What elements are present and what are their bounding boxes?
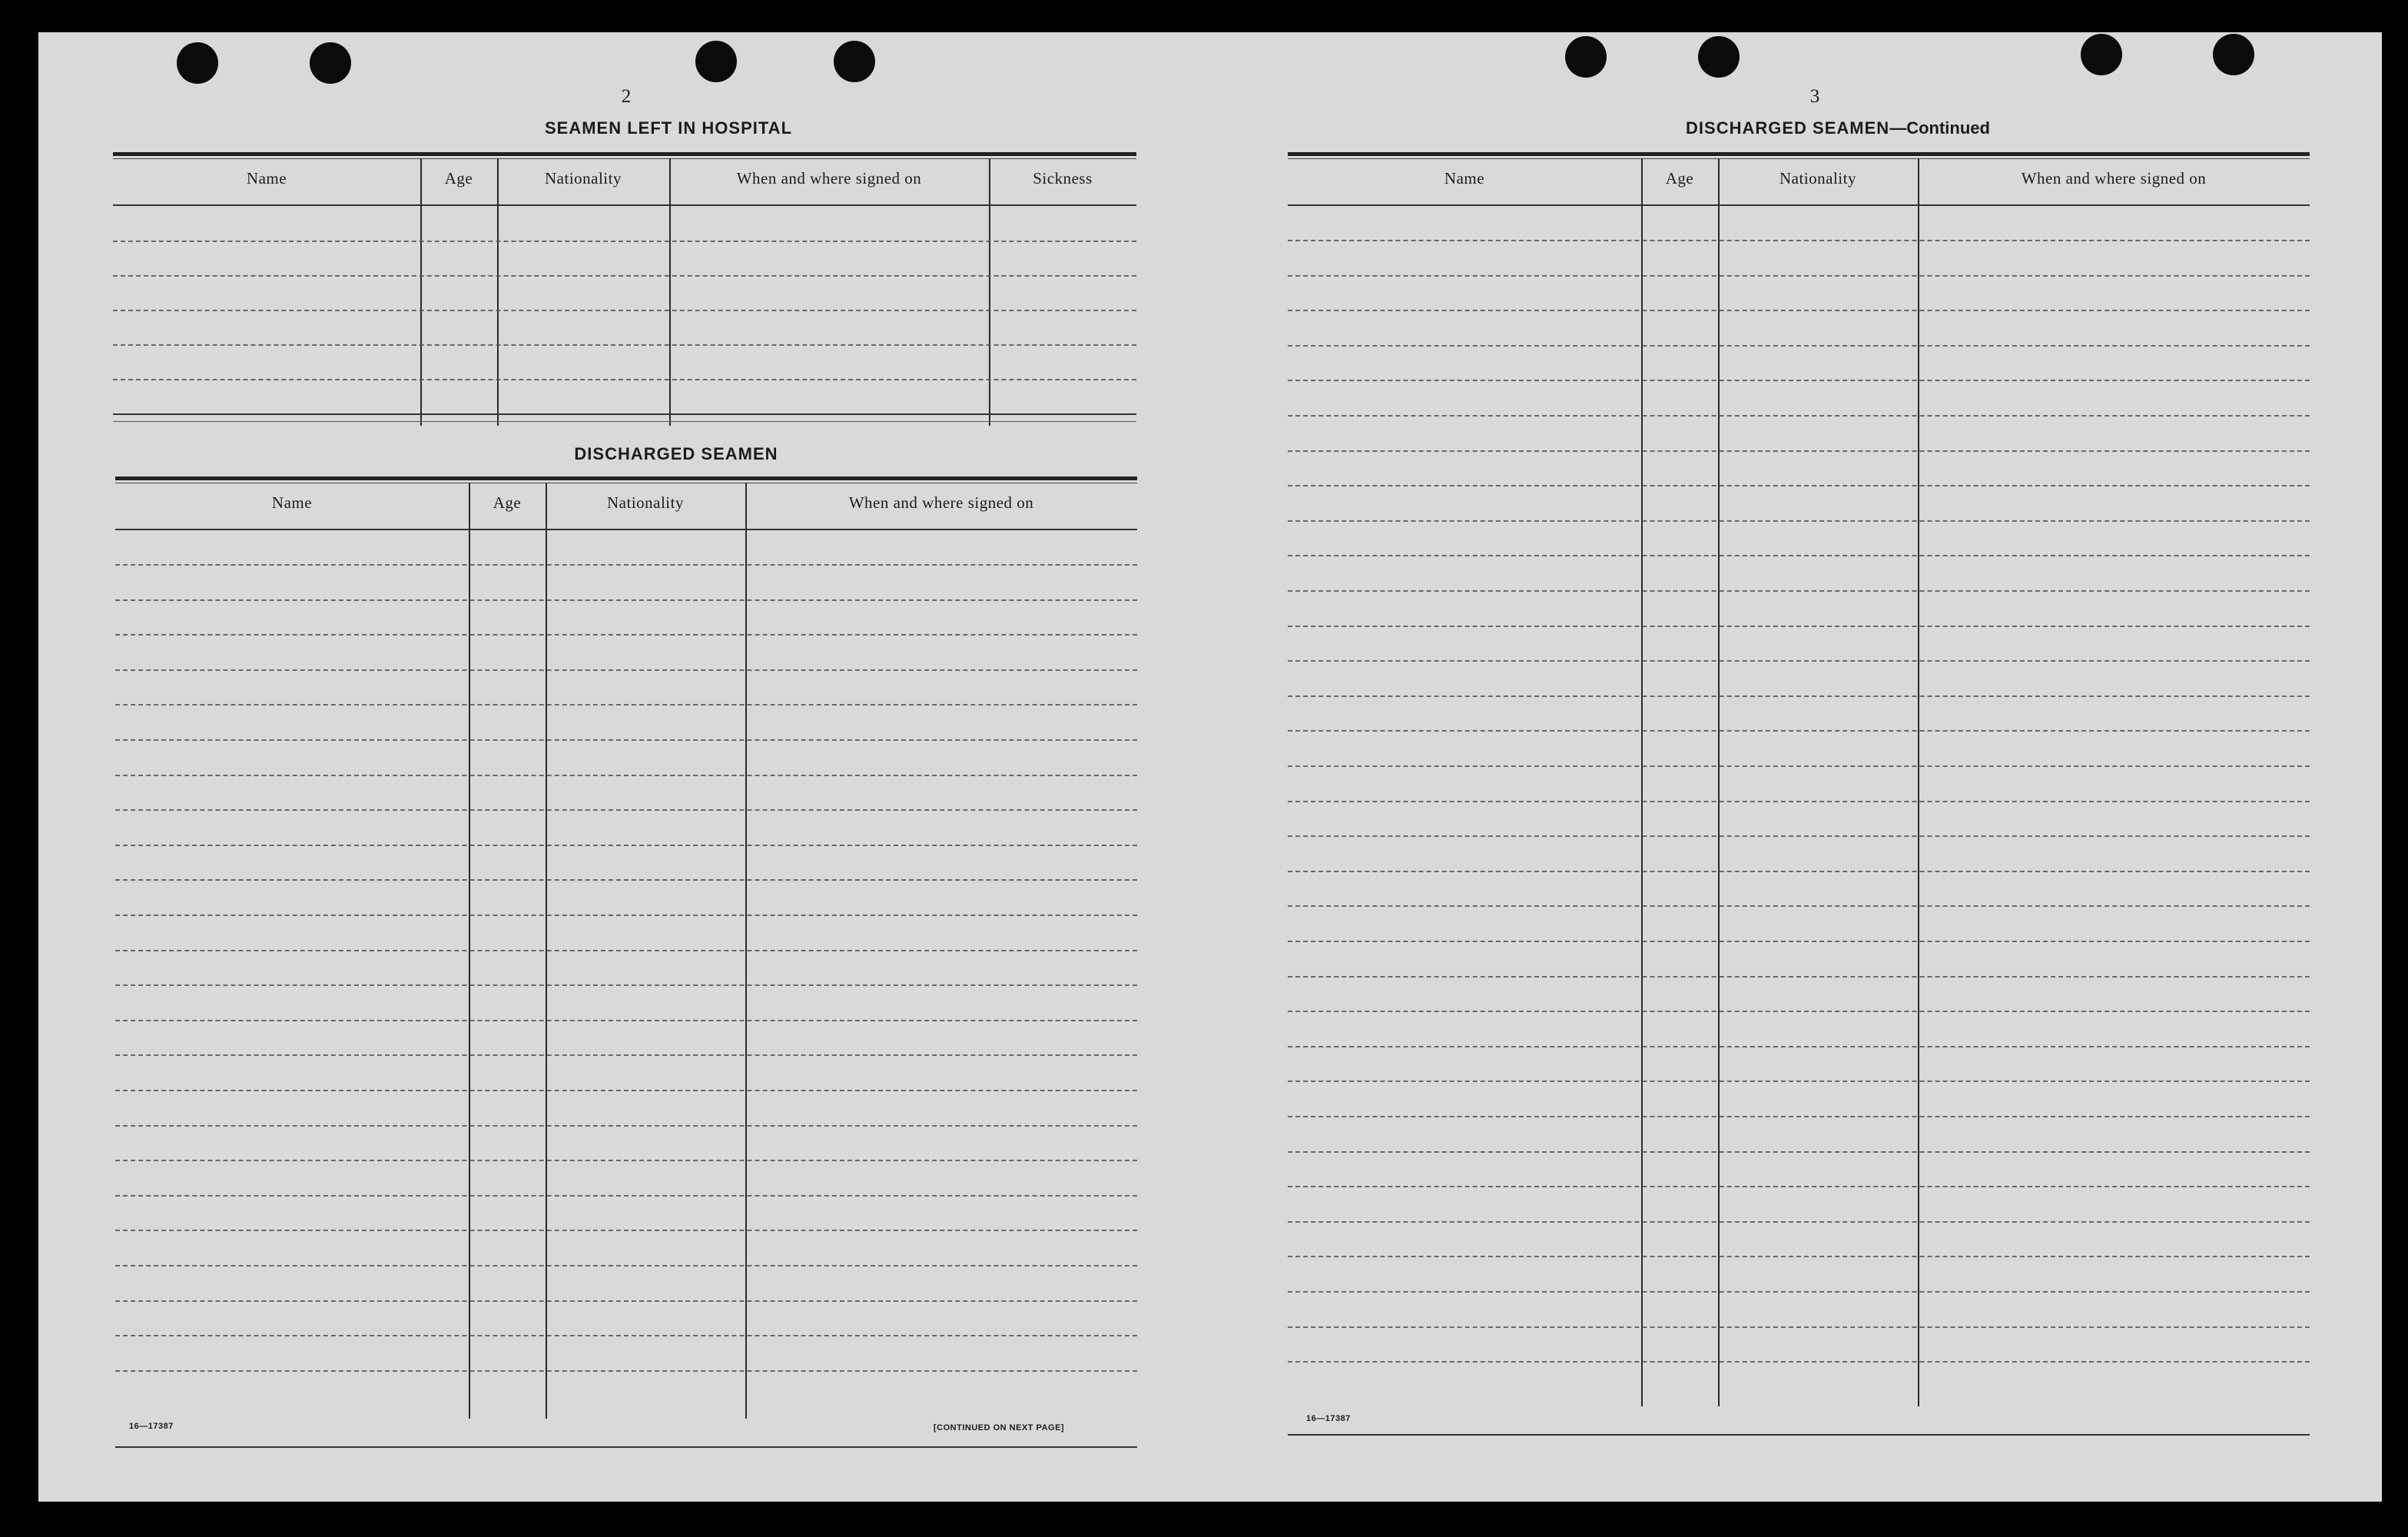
table-row <box>115 564 1137 566</box>
discharged-continued-table <box>1288 152 2310 1443</box>
table-row <box>1288 380 2310 381</box>
table-row <box>1288 976 2310 978</box>
table-row <box>115 1265 1137 1266</box>
table-row <box>1288 1186 2310 1187</box>
table-row <box>115 879 1137 881</box>
table-row <box>1288 626 2310 627</box>
table-row <box>115 1090 1137 1091</box>
table-row <box>1288 765 2310 767</box>
table-row <box>1288 485 2310 486</box>
right-col-nationality: Nationality <box>1779 169 1856 188</box>
discharged-col-age: Age <box>493 493 522 512</box>
right-col-signed-on: When and where signed on <box>2021 169 2207 188</box>
hospital-col-nationality: Nationality <box>545 169 622 188</box>
discharged-col-name: Name <box>271 493 313 512</box>
table-row <box>1288 450 2310 452</box>
discharged-section-title: DISCHARGED SEAMEN <box>574 444 778 463</box>
form-number-left: 16—17387 <box>129 1422 174 1431</box>
page-number-left: 2 <box>621 86 632 107</box>
table-row <box>1288 660 2310 662</box>
table-row <box>115 1125 1137 1127</box>
table-row <box>1288 905 2310 907</box>
table-row <box>113 344 1136 346</box>
table-row <box>1288 871 2310 872</box>
table-row <box>1288 240 2310 241</box>
hospital-col-age: Age <box>444 169 473 188</box>
discharged-table <box>115 476 1137 1452</box>
punch-hole <box>177 42 218 84</box>
table-row <box>1288 555 2310 556</box>
table-row <box>113 379 1136 380</box>
table-row <box>115 1335 1137 1336</box>
right-section-title-suffix: —Continued <box>1889 118 1990 138</box>
table-row <box>115 984 1137 986</box>
table-row <box>115 669 1137 671</box>
right-section-title-text: DISCHARGED SEAMEN <box>1686 118 1890 138</box>
table-row <box>113 241 1136 242</box>
table-row <box>1288 1221 2310 1223</box>
table-row <box>115 634 1137 636</box>
table-row <box>1288 695 2310 697</box>
right-section-title <box>1531 118 2145 138</box>
table-row <box>115 915 1137 916</box>
table-row <box>1288 1046 2310 1047</box>
continued-note: [CONTINUED ON NEXT PAGE] <box>934 1423 1065 1432</box>
table-row <box>115 1230 1137 1231</box>
punch-hole <box>310 42 351 84</box>
hospital-section-title: SEAMEN LEFT IN HOSPITAL <box>544 118 793 138</box>
table-row <box>1288 1291 2310 1293</box>
table-row <box>115 1300 1137 1302</box>
table-row <box>115 845 1137 846</box>
table-row <box>115 1370 1137 1372</box>
table-row <box>115 1195 1137 1197</box>
table-row <box>1288 1011 2310 1012</box>
table-row <box>1288 415 2310 417</box>
table-row <box>1288 1256 2310 1257</box>
punch-hole <box>2081 34 2122 75</box>
discharged-col-nationality: Nationality <box>607 493 684 512</box>
table-row <box>1288 730 2310 732</box>
table-row <box>1288 590 2310 592</box>
table-row <box>115 1054 1137 1056</box>
discharged-col-signed-on: When and where signed on <box>848 493 1034 512</box>
table-row <box>115 809 1137 811</box>
form-number-right: 16—17387 <box>1306 1414 1351 1423</box>
hospital-table <box>113 152 1136 460</box>
table-row <box>115 599 1137 601</box>
punch-hole <box>1698 36 1740 78</box>
hospital-col-name: Name <box>246 169 287 188</box>
hospital-col-signed-on: When and where signed on <box>736 169 922 188</box>
table-row <box>1288 1081 2310 1082</box>
punch-hole <box>1565 36 1607 78</box>
right-col-name: Name <box>1444 169 1485 188</box>
hospital-col-sickness: Sickness <box>1033 169 1093 188</box>
table-row <box>113 310 1136 311</box>
table-row <box>115 1160 1137 1161</box>
table-row <box>115 704 1137 705</box>
punch-hole <box>834 41 875 82</box>
table-row <box>115 739 1137 741</box>
table-row <box>1288 1361 2310 1363</box>
table-row <box>1288 1326 2310 1328</box>
table-row <box>115 950 1137 951</box>
table-row <box>1288 310 2310 311</box>
table-row <box>1288 1116 2310 1117</box>
table-row <box>1288 520 2310 522</box>
table-row <box>1288 345 2310 347</box>
page-number-right: 3 <box>1809 86 1820 107</box>
punch-hole <box>2213 34 2254 75</box>
ledger-sheet <box>38 32 2382 1502</box>
table-row <box>1288 801 2310 802</box>
right-col-age: Age <box>1665 169 1694 188</box>
table-row <box>1288 275 2310 277</box>
table-row <box>115 1020 1137 1021</box>
table-row <box>113 275 1136 277</box>
table-row <box>1288 835 2310 837</box>
table-row <box>115 775 1137 776</box>
punch-hole <box>695 41 737 82</box>
table-row <box>1288 941 2310 942</box>
table-row <box>1288 1151 2310 1153</box>
